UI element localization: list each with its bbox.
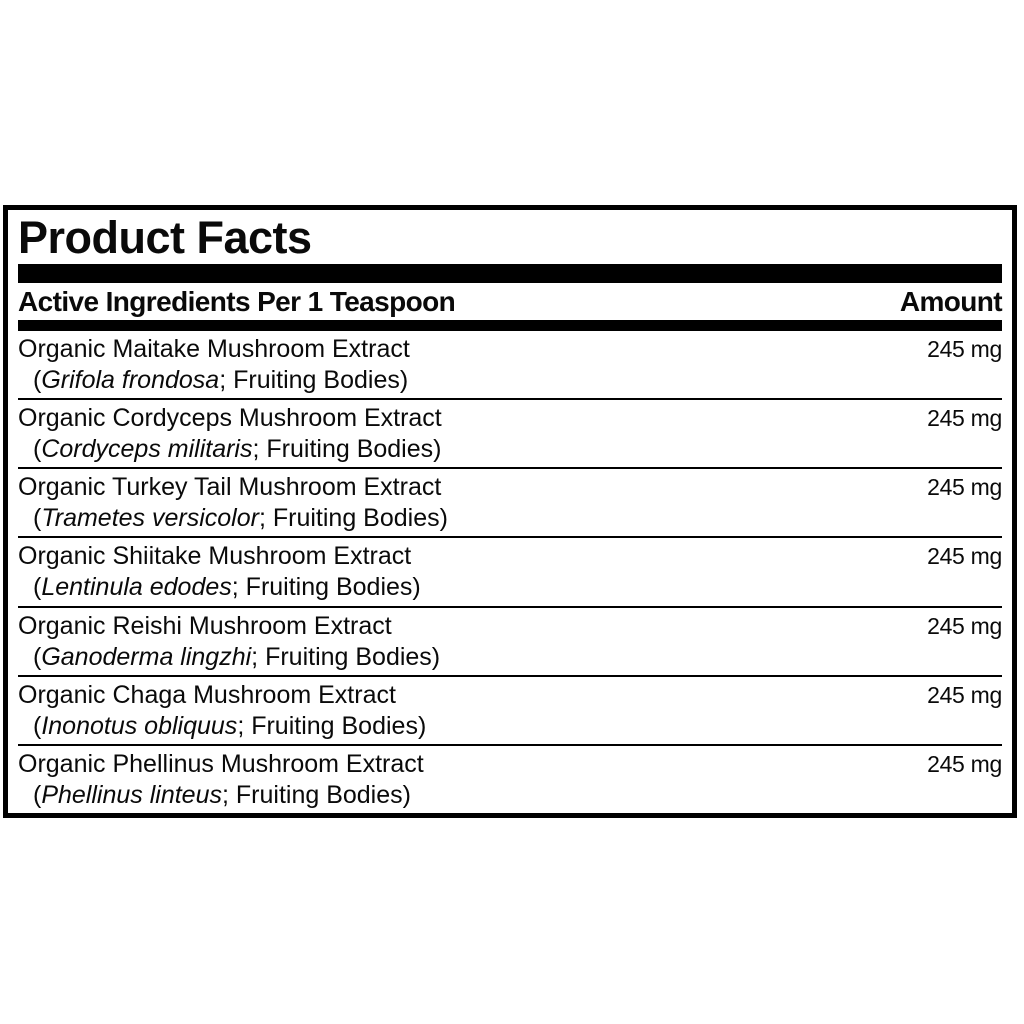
ingredient-name: Organic Cordyceps Mushroom Extract — [18, 404, 442, 433]
table-row — [18, 746, 1002, 813]
latin-name: Trametes versicolor — [41, 504, 259, 533]
product-facts-panel — [3, 205, 1017, 818]
latin-name: Cordyceps militaris — [41, 435, 253, 464]
ingredient-line — [18, 471, 1002, 503]
ingredient-line — [18, 679, 1002, 711]
ingredient-amount: 245 mg — [927, 681, 1002, 708]
ingredient-species-line — [18, 503, 1002, 534]
latin-name: Ganoderma lingzhi — [41, 642, 252, 671]
ingredient-amount: 245 mg — [927, 474, 1002, 501]
ingredient-species-line — [18, 711, 1002, 742]
paren-open: ( — [33, 711, 42, 740]
latin-name: Grifola frondosa — [41, 366, 220, 395]
panel-title: Product Facts — [18, 212, 312, 263]
ingredient-name: Organic Maitake Mushroom Extract — [18, 335, 410, 364]
paren-rest: ; Fruiting Bodies) — [252, 435, 442, 464]
ingredient-amount: 245 mg — [927, 543, 1002, 570]
table-row — [18, 331, 1002, 400]
ingredient-name: Organic Chaga Mushroom Extract — [18, 680, 396, 709]
header-amount: Amount — [899, 285, 1002, 317]
ingredient-line — [18, 610, 1002, 642]
paren-open: ( — [33, 780, 42, 809]
ingredient-species-line — [18, 780, 1002, 811]
ingredient-species-line — [18, 642, 1002, 673]
table-row — [18, 677, 1002, 746]
ingredient-species-line — [18, 365, 1002, 396]
ingredient-amount: 245 mg — [927, 336, 1002, 363]
ingredient-line — [18, 540, 1002, 572]
table-row — [18, 608, 1002, 677]
ingredient-amount: 245 mg — [927, 750, 1002, 777]
table-row — [18, 400, 1002, 469]
header-active-ingredients: Active Ingredients Per 1 Teaspoon — [18, 285, 456, 317]
paren-open: ( — [33, 504, 42, 533]
title-divider-bar — [18, 264, 1002, 283]
paren-rest: ; Fruiting Bodies) — [219, 366, 409, 395]
paren-open: ( — [33, 573, 42, 602]
paren-rest: ; Fruiting Bodies) — [222, 780, 411, 809]
ingredient-rows — [18, 331, 1002, 813]
paren-open: ( — [33, 435, 42, 464]
header-divider-bar — [18, 320, 1002, 331]
ingredient-line — [18, 402, 1002, 434]
ingredient-amount: 245 mg — [927, 612, 1002, 639]
latin-name: Phellinus linteus — [41, 780, 222, 809]
paren-rest: ; Fruiting Bodies) — [237, 711, 427, 740]
ingredient-name: Organic Phellinus Mushroom Extract — [18, 749, 424, 778]
ingredient-line — [18, 748, 1002, 780]
ingredient-name: Organic Shiitake Mushroom Extract — [18, 542, 412, 571]
latin-name: Inonotus obliquus — [41, 711, 238, 740]
paren-rest: ; Fruiting Bodies) — [231, 573, 421, 602]
ingredient-species-line — [18, 572, 1002, 603]
paren-rest: ; Fruiting Bodies) — [258, 504, 448, 533]
ingredient-name: Organic Turkey Tail Mushroom Extract — [18, 473, 442, 502]
paren-rest: ; Fruiting Bodies) — [251, 642, 441, 671]
table-row — [18, 538, 1002, 607]
ingredient-line — [18, 333, 1002, 365]
paren-open: ( — [33, 366, 42, 395]
table-row — [18, 469, 1002, 538]
ingredient-amount: 245 mg — [927, 405, 1002, 432]
ingredient-species-line — [18, 434, 1002, 465]
paren-open: ( — [33, 642, 42, 671]
ingredient-name: Organic Reishi Mushroom Extract — [18, 611, 392, 640]
latin-name: Lentinula edodes — [41, 573, 232, 602]
table-header-row — [18, 283, 1002, 320]
